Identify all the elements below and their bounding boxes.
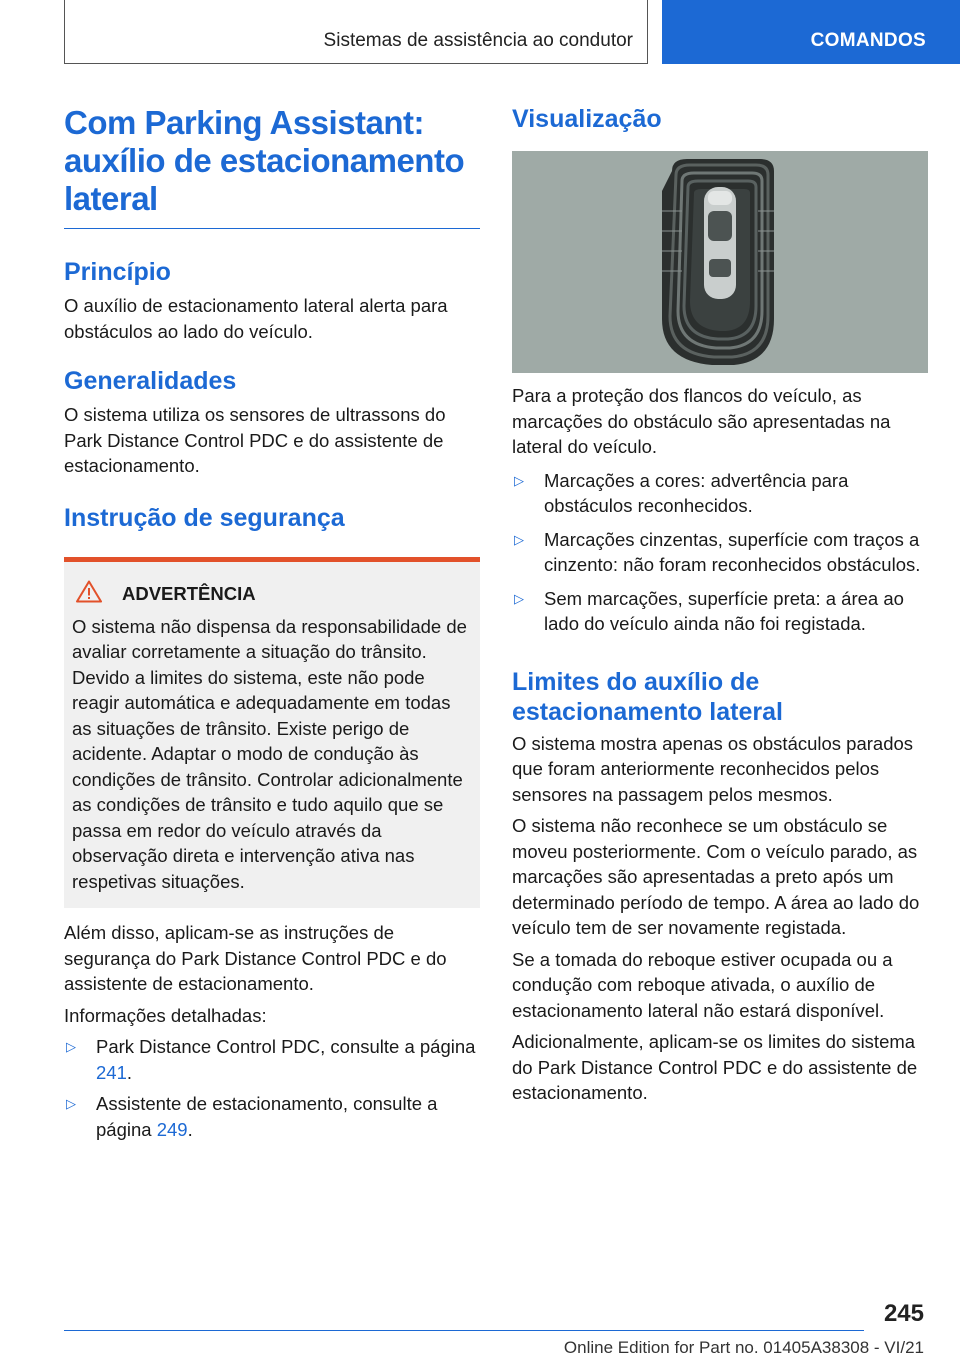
page-title-line-3: lateral [64, 180, 158, 217]
warning-box [64, 557, 480, 909]
list-item [512, 527, 928, 578]
limites-text-3: Se a tomada do reboque estiver ocupada ou a condução com reboque ativada, o auxílio de estacionamento lateral não estará disponível. [512, 948, 893, 1021]
right-column [512, 104, 928, 1106]
visualizacao-text: Para a proteção dos flancos do veículo, as marcações do obstáculo são apresentadas na lateral do veículo. [512, 385, 891, 457]
page-link-241[interactable]: 241 [96, 1061, 127, 1083]
chapter-tab[interactable] [662, 0, 960, 64]
principio-text: O auxílio de estacionamento lateral alerta para obstáculos ao lado do veículo. [64, 295, 448, 342]
header-section-box [64, 0, 648, 64]
triangle-right-icon: ▷ [514, 472, 524, 488]
list-item [512, 468, 928, 519]
limites-heading-line-2: estacionamento lateral [512, 697, 783, 726]
principio-heading: Princípio [64, 258, 171, 286]
page-title [64, 104, 480, 218]
seguranca-heading: Instrução de segurança [64, 503, 345, 532]
list-item [64, 1034, 480, 1085]
list-item-text: Sem marcações, superfície preta: a área ao lado do veículo ainda não foi registada. [544, 587, 904, 634]
page-number: 245 [883, 1300, 924, 1327]
generalidades-heading: Generalidades [64, 367, 237, 395]
warning-header [76, 580, 472, 608]
period: . [187, 1118, 193, 1140]
info-intro: Informações detalhadas: [64, 1004, 267, 1026]
triangle-right-icon: ▷ [514, 590, 524, 606]
list-item-text: Marcações a cores: advertência para obstáculos reconhecidos. [544, 469, 849, 516]
list-item [64, 1091, 480, 1142]
warning-triangle-icon [76, 580, 102, 608]
after-warning-text: Além disso, aplicam-se as instruções de segurança do Park Distance Control PDC e do assistente de estacionamento. [64, 922, 447, 994]
chapter-tab-label: COMANDOS [810, 30, 926, 51]
list-item-text: Marcações cinzentas, superfície com traços a cinzento: não foram reconhecidos obstáculos. [544, 528, 921, 575]
edition-text: Online Edition for Part no. 01405A38308 - VI/21 [563, 1338, 924, 1357]
list-item-text [96, 1091, 480, 1142]
page-link-249[interactable]: 249 [156, 1118, 188, 1140]
limites-heading-line-1: Limites do auxílio de [512, 667, 760, 696]
left-column [64, 104, 480, 1142]
triangle-right-icon: ▷ [66, 1039, 76, 1054]
list-item-text [96, 1034, 480, 1085]
triangle-right-icon: ▷ [66, 1096, 76, 1111]
generalidades-text: O sistema utiliza os sensores de ultrassons do Park Distance Control PDC e do assistente de estacionamento. [64, 404, 446, 476]
limites-heading [512, 667, 928, 727]
parking-visualization-image [512, 151, 928, 373]
title-rule [64, 228, 480, 229]
page-title-line-1: Com Parking Assistant: [64, 104, 425, 141]
limites-text-1: O sistema mostra apenas os obstáculos parados que foram anteriormente reconhecidos pelos sensores na passagem pelos mesmos. [512, 732, 914, 805]
page-title-line-2: auxílio de estacionamento [64, 142, 465, 179]
limites-text-2: O sistema não reconhece se um obstáculo se moveu posteriormente. Com o veículo parado, as marcações são apresentadas a preto após um determinado período de tempo. A área ao lado do veículo tem de ser novamente registada. [512, 815, 920, 938]
warning-text: O sistema não dispensa da responsabilidade de avaliar corretamente a situação do trânsito. Devido a limites do sistema, este não pode reagir automática e adequadamente em todas as situações de trânsito. Existe perigo de acidente. Adaptar o modo de condução às condições de trânsito. Controlar adicionalmente as condições de trânsito e tudo aquilo que se passa em redor do veículo através da observação direta e intervenção ativa nas respetivas situações. [72, 615, 467, 892]
period: . [126, 1061, 133, 1083]
limites-text-4: Adicionalmente, aplicam-se os limites do sistema do Park Distance Control PDC e do assistente de estacionamento. [512, 1031, 918, 1103]
list-item [512, 586, 928, 637]
list-item-label: Assistente de estacionamento, consulte a página [96, 1093, 438, 1140]
visualizacao-heading: Visualização [512, 105, 662, 133]
list-item-label: Park Distance Control PDC, consulte a página [96, 1036, 476, 1057]
warning-title: ADVERTÊNCIA [122, 582, 256, 604]
footer-rule [64, 1330, 864, 1331]
triangle-right-icon: ▷ [514, 531, 524, 547]
section-title: Sistemas de assistência ao condutor [323, 30, 633, 51]
